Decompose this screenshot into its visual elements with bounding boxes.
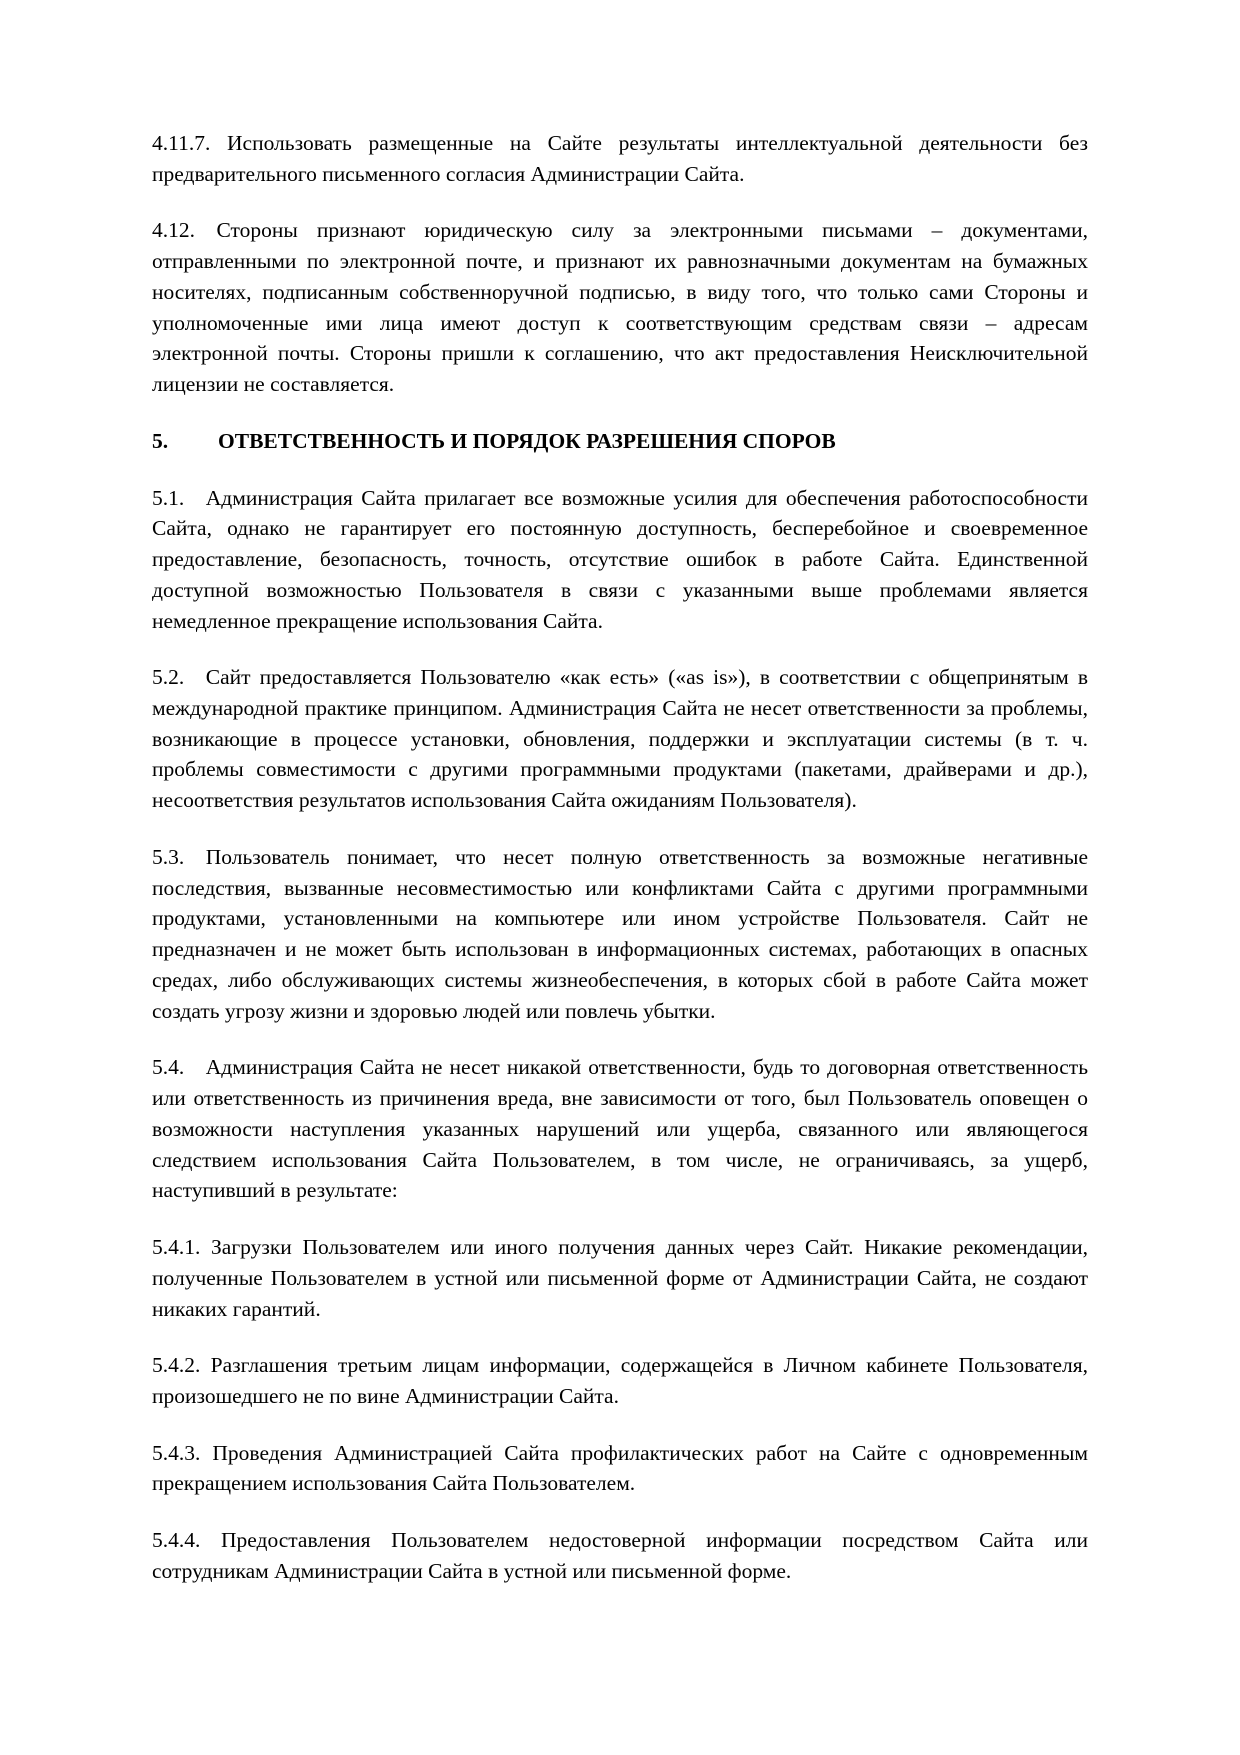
clause-5-4-3: 5.4.3. Проведения Администрацией Сайта профилактических работ на Сайте с одновременным прекращением использования Сайта Пользователем.	[152, 1440, 1088, 1496]
clause-5-4-1: 5.4.1. Загрузки Пользователем или иного получения данных через Сайт. Никакие рекомендации, полученные Пользователем в устной или письменной форме от Администрации Сайта, не создают никаких гарантий.	[152, 1235, 1088, 1321]
paragraph-4-12: 4.12. Стороны признают юридическую силу за электронными письмами – документами, отправленными по электронной почте, и признают их равнозначными документам на бумажных носителях, подписанным собственноручной подписью, в виду того, что только сами Стороны и уполномоченные ими лица имеют доступ к соответствующим средствам связи – адресам электронной почты. Стороны пришли к соглашению, что акт предоставления Неисключительной лицензии не составляется.	[152, 218, 1088, 397]
clause-5-2: 5.2. Сайт предоставляется Пользователю «как есть» («as is»), в соответствии с общепринятым в международной практике принципом. Администрация Сайта не несет ответственности за проблемы, возникающие в процессе установки, обновления, поддержки и эксплуатации системы (в т. ч. проблемы совместимости с другими программными продуктами (пакетами, драйверами и др.), несоответствия результатов использования Сайта ожиданиям Пользователя).	[152, 665, 1088, 813]
clause-5-4-2: 5.4.2. Разглашения третьим лицам информации, содержащейся в Личном кабинете Пользователя, произошедшего не по вине Администрации Сайта.	[152, 1353, 1088, 1408]
clause-5-3: 5.3. Пользователь понимает, что несет полную ответственность за возможные негативные последствия, вызванные несовместимостью или конфликтами Сайта с другими программными продуктами, установленными на компьютере или ином устройстве Пользователя. Сайт не предназначен и не может быть использован в информационных системах, работающих в опасных средах, либо обслуживающих системы жизнеобеспечения, в которых сбой в работе Сайта может создать угрозу жизни и здоровью людей или повлечь убытки.	[152, 844, 1088, 1023]
section-number: 5.	[152, 428, 169, 453]
section-title: ОТВЕТСТВЕННОСТЬ И ПОРЯДОК РАЗРЕШЕНИЯ СПОРОВ	[218, 428, 836, 453]
clause-5-1: 5.1. Администрация Сайта прилагает все возможные усилия для обеспечения работоспособности Сайта, однако не гарантирует его постоянную доступность, бесперебойное и своевременное предоставление, безопасность, точность, отсутствие ошибок в работе Сайта. Единственной доступной возможностью Пользователя в связи с указанными выше проблемами является немедленное прекращение использования Сайта.	[152, 485, 1088, 633]
paragraph-4-11-7: 4.11.7. Использовать размещенные на Сайте результаты интеллектуальной деятельности без предварительного письменного согласия Администрации Сайта.	[152, 131, 1088, 186]
section-heading-5	[152, 426, 1088, 457]
clause-5-4-4: 5.4.4. Предоставления Пользователем недостоверной информации посредством Сайта или сотрудникам Администрации Сайта в устной или письменной форме.	[152, 1528, 1088, 1583]
clause-5-4: 5.4. Администрация Сайта не несет никакой ответственности, будь то договорная ответственность или ответственность из причинения вреда, вне зависимости от того, был Пользователь оповещен о возможности наступления указанных нарушений или ущерба, связанного или являющегося следствием использования Сайта Пользователем, в том числе, не ограничиваясь, за ущерб, наступивший в результате:	[152, 1055, 1088, 1203]
document-body	[152, 128, 1088, 1587]
